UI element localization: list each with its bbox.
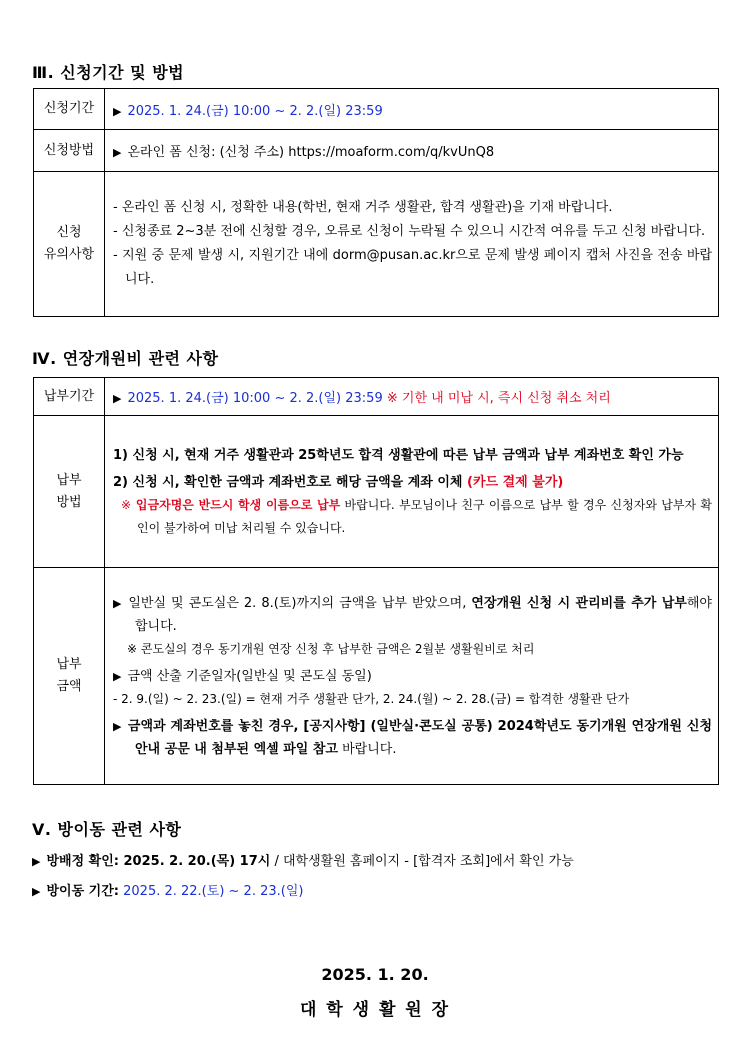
amount-3: 금액과 계좌번호를 놓친 경우, [공지사항] (일반실·콘도실 공통) 2024학년도 동기개원 연장개원 신청 안내 공문 내 첨부된 엑셀 파일 참고 (127, 718, 712, 757)
room-assignment-label: 방배정 확인: 2025. 2. 20.(목) 17시 (46, 854, 271, 869)
period-value: 2025. 1. 24.(금) 10:00 ~ 2. 2.(일) 23:59 (127, 103, 383, 119)
section4-title: Ⅳ. 연장개원비 관련 사항 (32, 349, 219, 368)
room-move-label: 방이동 기간: (46, 884, 119, 899)
note-3: - 지원 중 문제 발생 시, 지원기간 내에 dorm@pusan.ac.kr으로 문제 발생 페이지 캡처 사진을 전송 바랍니다. (113, 248, 712, 287)
pay-method-label-line1: 납부 (56, 472, 82, 488)
period-label: 신청기간 (34, 89, 105, 130)
room-assignment-rest: / 대학생활원 홈페이지 - [합격자 조회]에서 확인 가능 (274, 854, 574, 869)
arrow-bullet-icon: ▶ (32, 885, 41, 898)
pay-method-1: 1) 신청 시, 현재 거주 생활관과 25학년도 합격 생활관에 따른 납부 금액과 납부 계좌번호 확인 가능 (113, 447, 684, 463)
arrow-bullet-icon: ▶ (113, 669, 122, 683)
method-value[interactable]: 온라인 폼 신청: (신청 주소) https://moaform.com/q/kvUnQ8 (127, 145, 495, 160)
room-move-period: 2025. 2. 22.(토) ~ 2. 23.(일) (123, 884, 304, 899)
amount-2-detail: - 2. 9.(일) ~ 2. 23.(일) = 현재 거주 생활관 단가, 2. 24.(월) ~ 2. 28.(금) = 합격한 생활관 단가 (113, 691, 630, 706)
arrow-bullet-icon: ▶ (113, 104, 122, 118)
room-move-line (32, 880, 303, 899)
room-assignment-line (32, 850, 574, 869)
method-label: 신청방법 (34, 130, 105, 172)
notes-label-line2: 유의사항 (43, 247, 95, 262)
note-1: - 온라인 폼 신청 시, 정확한 내용(학번, 현재 거주 생활관, 합격 생활관)을 기재 바랍니다. (113, 200, 613, 215)
issue-date: 2025. 1. 20. (321, 965, 429, 984)
amount-label-line1: 납부 (56, 657, 82, 672)
arrow-bullet-icon: ▶ (32, 855, 41, 868)
section4-table (33, 377, 719, 785)
section3-table (33, 88, 719, 317)
arrow-bullet-icon: ▶ (113, 719, 122, 733)
depositor-name-rule: 입금자명은 반드시 학생 이름으로 납부 (135, 497, 341, 512)
amount-1-bold: 연장개원 신청 시 관리비를 추가 납부 (471, 595, 687, 611)
amount-1-note: ※ 콘도실의 경우 동기개원 연장 신청 후 납부한 금액은 2월분 생활원비로 처리 (127, 641, 535, 656)
section3-title: Ⅲ. 신청기간 및 방법 (32, 63, 185, 82)
amount-1: 일반실 및 콘도실은 2. 8.(토)까지의 금액을 납부 받았으며, (128, 595, 467, 611)
issuer: 대 학 생 활 원 장 (299, 1000, 451, 1020)
note-2: - 신청종료 2~3분 전에 신청할 경우, 오류로 신청이 누락될 수 있으니 시간적 여유를 두고 신청 바랍니다. (113, 224, 706, 239)
pay-method-label-line2: 방법 (56, 494, 82, 510)
pay-method-2: 2) 신청 시, 확인한 금액과 계좌번호로 해당 금액을 계좌 이체 (113, 474, 463, 490)
notes-label-line1: 신청 (56, 225, 82, 240)
amount-label-line2: 금액 (56, 679, 82, 694)
pay-period-label: 납부기간 (34, 378, 105, 416)
arrow-bullet-icon: ▶ (113, 146, 122, 159)
amount-2-title: 금액 산출 기준일자(일반실 및 콘도실 동일) (127, 668, 372, 684)
pay-method-2-card-note: (카드 결제 불가) (467, 474, 564, 490)
depositor-name-rule-rest: 바랍니다. 부모님이나 친구 이름으로 납부 할 경우 신청자와 납부자 확인이 불가하여 미납 처리될 수 있습니다. (137, 497, 712, 535)
pay-period-warning: ※ 기한 내 미납 시, 즉시 신청 취소 처리 (386, 391, 611, 406)
section5-title: Ⅴ. 방이동 관련 사항 (32, 820, 182, 839)
note-mark: ※ (121, 497, 132, 512)
amount-1-tail: 해야 합니다. (135, 595, 712, 634)
arrow-bullet-icon: ▶ (113, 392, 122, 405)
pay-period-value: 2025. 1. 24.(금) 10:00 ~ 2. 2.(일) 23:59 (127, 391, 383, 406)
arrow-bullet-icon: ▶ (113, 596, 123, 610)
amount-3-tail: 바랍니다. (342, 741, 397, 757)
